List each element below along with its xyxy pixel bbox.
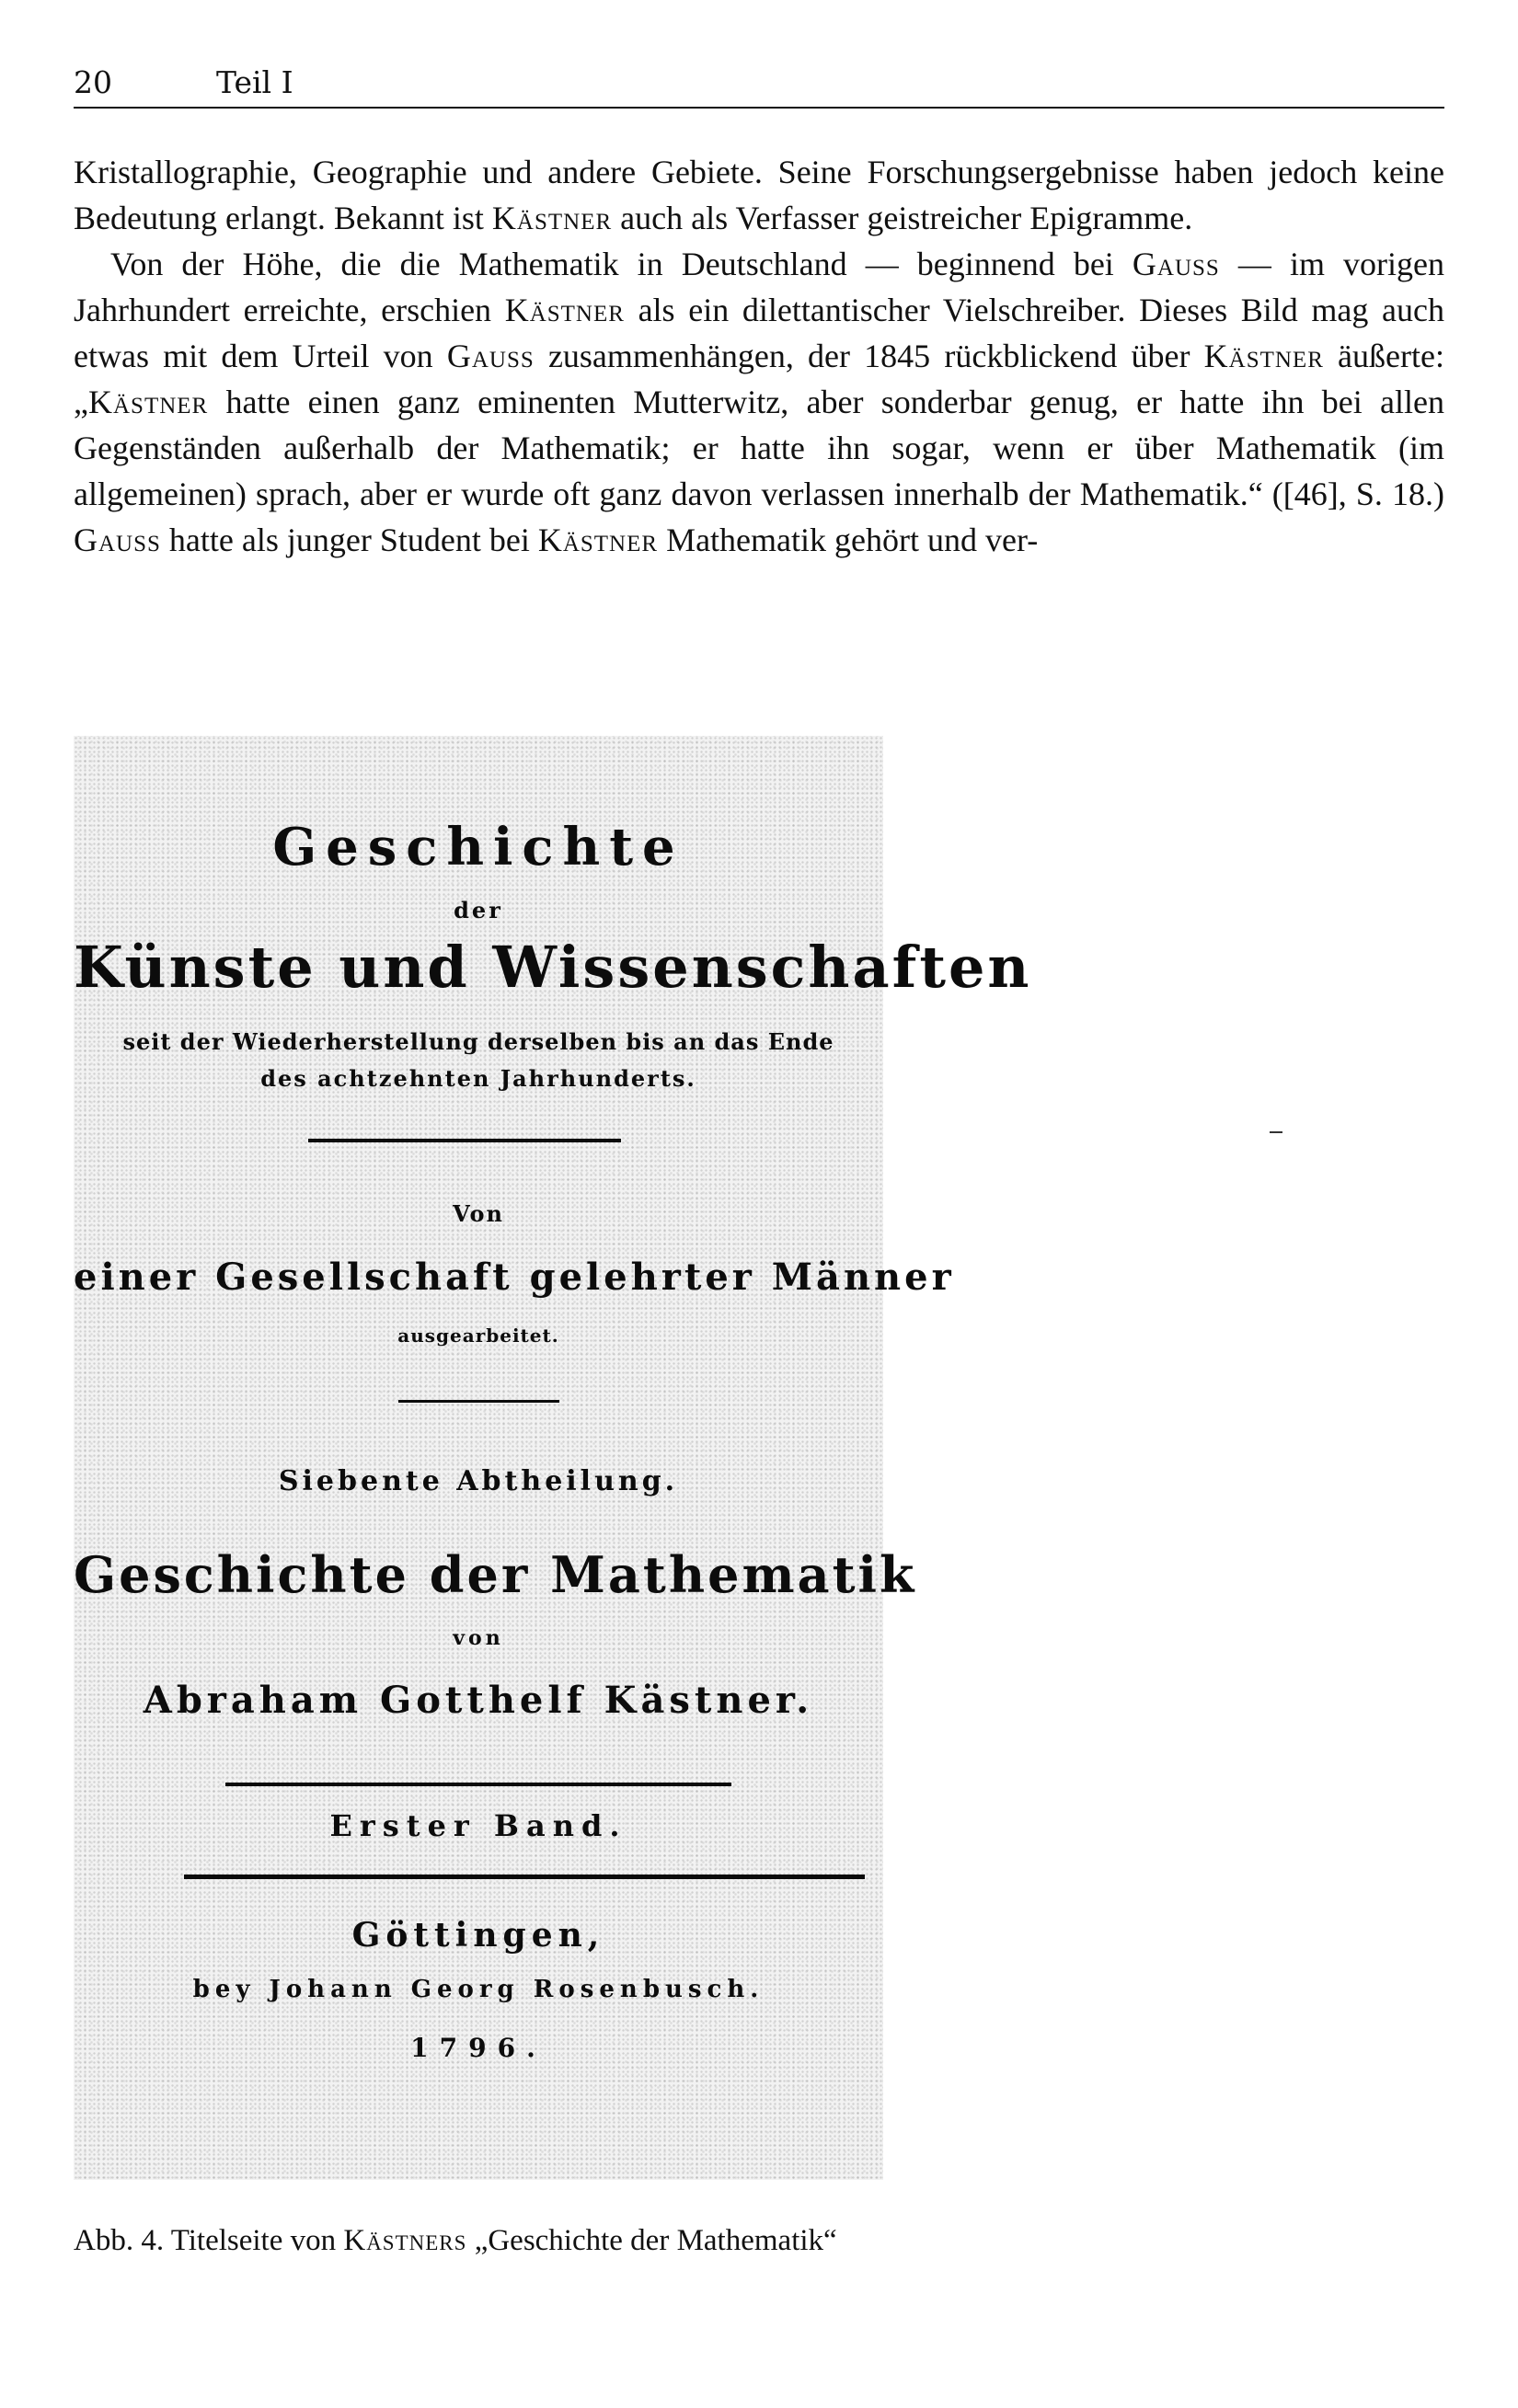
tp-goettingen: Göttingen, xyxy=(351,1916,605,1955)
tp-geschichte-der-mathematik: Geschichte der Mathematik xyxy=(74,1545,917,1604)
page-number: 20 xyxy=(74,64,112,100)
stray-mark xyxy=(1270,1131,1282,1133)
header-rule xyxy=(74,107,1444,109)
running-head xyxy=(74,64,1444,110)
tp-rule-3 xyxy=(225,1783,731,1786)
tp-rule-2 xyxy=(398,1400,559,1403)
tp-der: der xyxy=(454,897,503,923)
tp-ausgearbeitet: ausgearbeitet. xyxy=(397,1324,559,1347)
figure-caption: Abb. 4. Titelseite von Kästners „Geschichte der Mathematik“ xyxy=(74,2224,837,2257)
tp-year: 1796. xyxy=(410,2033,546,2063)
tp-seit-der-wiederherstellung: seit der Wiederherstellung derselben bis an das Ende xyxy=(122,1028,834,1055)
title-page-facsimile xyxy=(74,736,1032,2180)
part-title: Teil I xyxy=(216,64,293,100)
tp-author: Abraham Gotthelf Kästner. xyxy=(143,1679,814,1722)
paragraph-2: Von der Höhe, die die Mathematik in Deutschland — beginnend bei Gauss — im vorigen Jahrhundert erreichte, erschien Kästner als ein dilettantischer Vielschreiber. Dieses Bild mag auch etwas mit dem Urteil von Gauss zusammenhängen, der 1845 rückblickend über Kästner äußerte: „Kästner hatte einen ganz eminenten Mutterwitz, aber sonderbar genug, er hatte ihn bei allen Gegenständen außerhalb der Mathematik; er hatte ihn sogar, wenn er über Mathematik (im allgemeinen) sprach, aber er wurde oft ganz davon verlassen innerhalb der Mathematik.“ ([46], S. 18.) Gauss hatte als junger Student bei Kästner Mathematik gehört und ver- xyxy=(74,246,1444,558)
tp-siebente-abtheilung: Siebente Abtheilung. xyxy=(278,1465,679,1497)
body-text xyxy=(74,149,1444,563)
tp-geschichte: Geschichte xyxy=(272,817,684,877)
tp-publisher: bey Johann Georg Rosenbusch. xyxy=(192,1976,765,2003)
paragraph-1: Kristallographie, Geographie und andere Gebiete. Seine Forschungsergebnisse haben jedoch keine Bedeutung erlangt. Bekannt ist Kästner auch als Verfasser geistreicher Epigramme. xyxy=(74,154,1444,236)
tp-des-jahrhunderts: des achtzehnten Jahrhunderts. xyxy=(260,1065,696,1092)
tp-rule-1 xyxy=(308,1139,621,1142)
tp-rule-4 xyxy=(184,1875,865,1879)
tp-von-2: von xyxy=(453,1626,504,1650)
tp-einer-gesellschaft: einer Gesellschaft gelehrter Männer xyxy=(74,1256,955,1299)
tp-kuenste-und-wissenschaften: Künste und Wissenschaften xyxy=(74,934,1032,1001)
tp-erster-band: Erster Band. xyxy=(329,1808,627,1843)
tp-von: Von xyxy=(453,1200,504,1227)
